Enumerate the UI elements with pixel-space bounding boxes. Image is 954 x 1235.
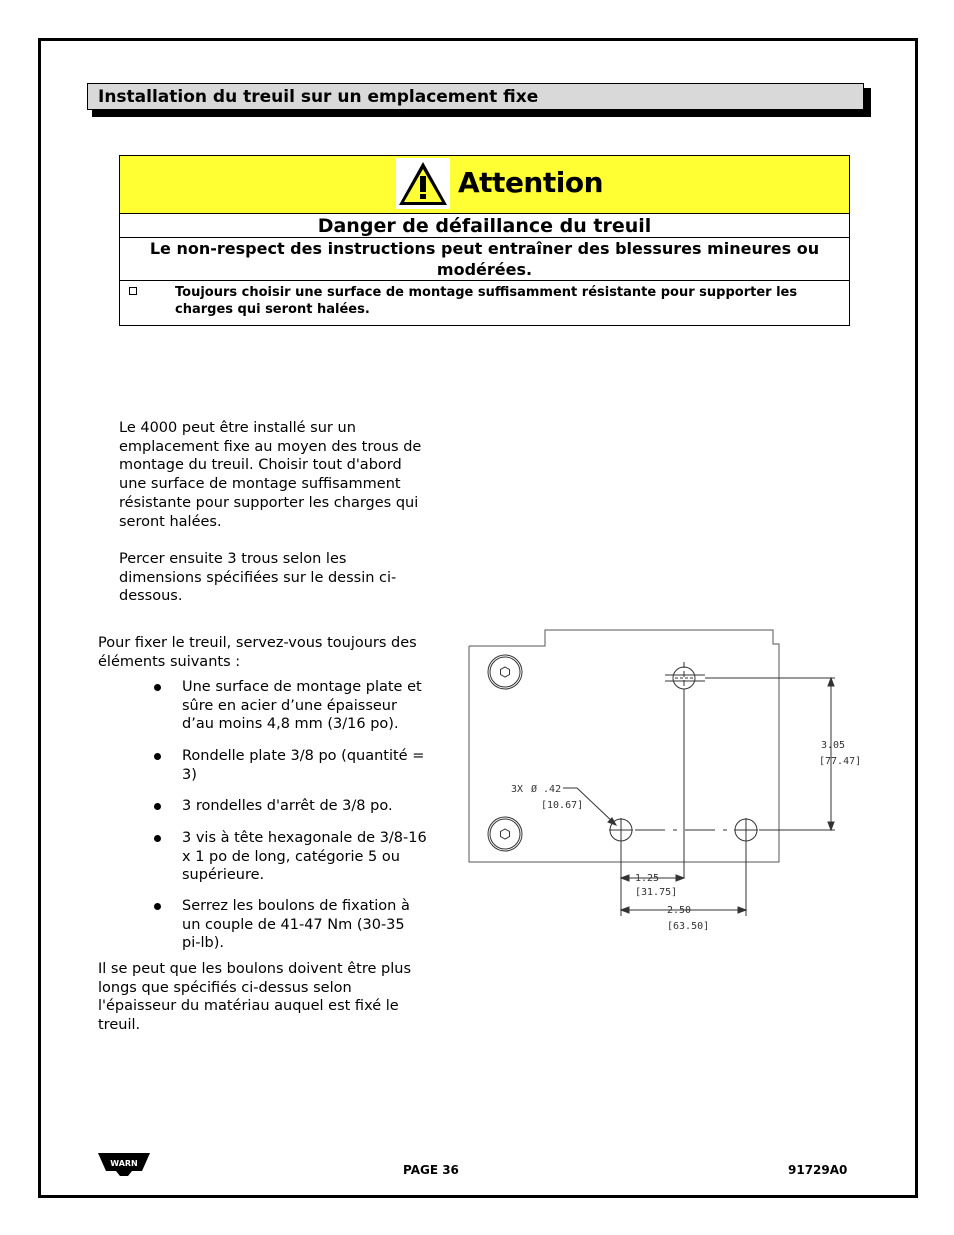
warning-triangle-icon bbox=[396, 158, 450, 209]
warning-header bbox=[120, 156, 849, 214]
bullet-icon bbox=[154, 753, 161, 760]
hole-diameter: Ø .42 bbox=[531, 784, 562, 795]
dim-h2: 2.50 bbox=[667, 905, 692, 916]
dim-vertical-mm: [77.47] bbox=[819, 756, 862, 767]
document-code: 91729A0 bbox=[788, 1163, 848, 1177]
hole-diameter-mm: [10.67] bbox=[541, 800, 584, 811]
dim-vertical: 3.05 bbox=[821, 740, 846, 751]
signal-word: Attention bbox=[458, 166, 604, 199]
mount-hole-right bbox=[734, 818, 758, 842]
hex-bolt-head-top bbox=[488, 655, 522, 689]
hazard-title: Danger de défaillance du treuil bbox=[120, 214, 849, 238]
fix-intro-paragraph: Pour fixer le treuil, servez-vous toujours des éléments suivants : bbox=[98, 635, 417, 670]
dim-h1: 1.25 bbox=[635, 873, 660, 884]
bullet-icon bbox=[154, 684, 161, 691]
bullet-icon bbox=[154, 903, 161, 910]
checkbox-bullet-icon bbox=[129, 287, 137, 295]
hex-bolt-head-bottom bbox=[488, 817, 522, 851]
dim-h2-mm: [63.50] bbox=[667, 921, 710, 932]
drill-paragraph: Percer ensuite 3 trous selon les dimensions spécifiées sur le dessin ci-dessous. bbox=[119, 551, 397, 605]
mounting-diagram bbox=[465, 626, 865, 936]
note-paragraph: Il se peut que les boulons doivent être plus longs que spécifiés ci-dessus selon l'épaisseur du matériau auquel est fixé le treuil. bbox=[98, 961, 412, 1034]
warn-logo bbox=[98, 1153, 150, 1177]
mount-hole-top bbox=[665, 662, 705, 694]
bullet-icon bbox=[154, 835, 161, 842]
warning-item: Toujours choisir une surface de montage suffisamment résistante pour supporter les charges qui seront halées. bbox=[120, 281, 849, 318]
dim-h1-mm: [31.75] bbox=[635, 887, 678, 898]
intro-paragraph: Le 4000 peut être installé sur un emplacement fixe au moyen des trous de montage du treuil. Choisir tout d'abord une surface de montage suffisamment résistante pour supporter les charges qui seront halées. bbox=[119, 420, 422, 530]
hazard-consequence: Le non-respect des instructions peut entraîner des blessures mineures ou modérées. bbox=[120, 238, 849, 281]
section-title: Installation du treuil sur un emplacement fixe bbox=[87, 83, 864, 110]
warning-box bbox=[119, 155, 850, 326]
page-number: PAGE 36 bbox=[403, 1163, 459, 1177]
hole-count: 3X bbox=[511, 784, 524, 795]
bullet-icon bbox=[154, 803, 161, 810]
plate-outline bbox=[469, 630, 779, 862]
svg-text:WARN: WARN bbox=[110, 1159, 138, 1168]
